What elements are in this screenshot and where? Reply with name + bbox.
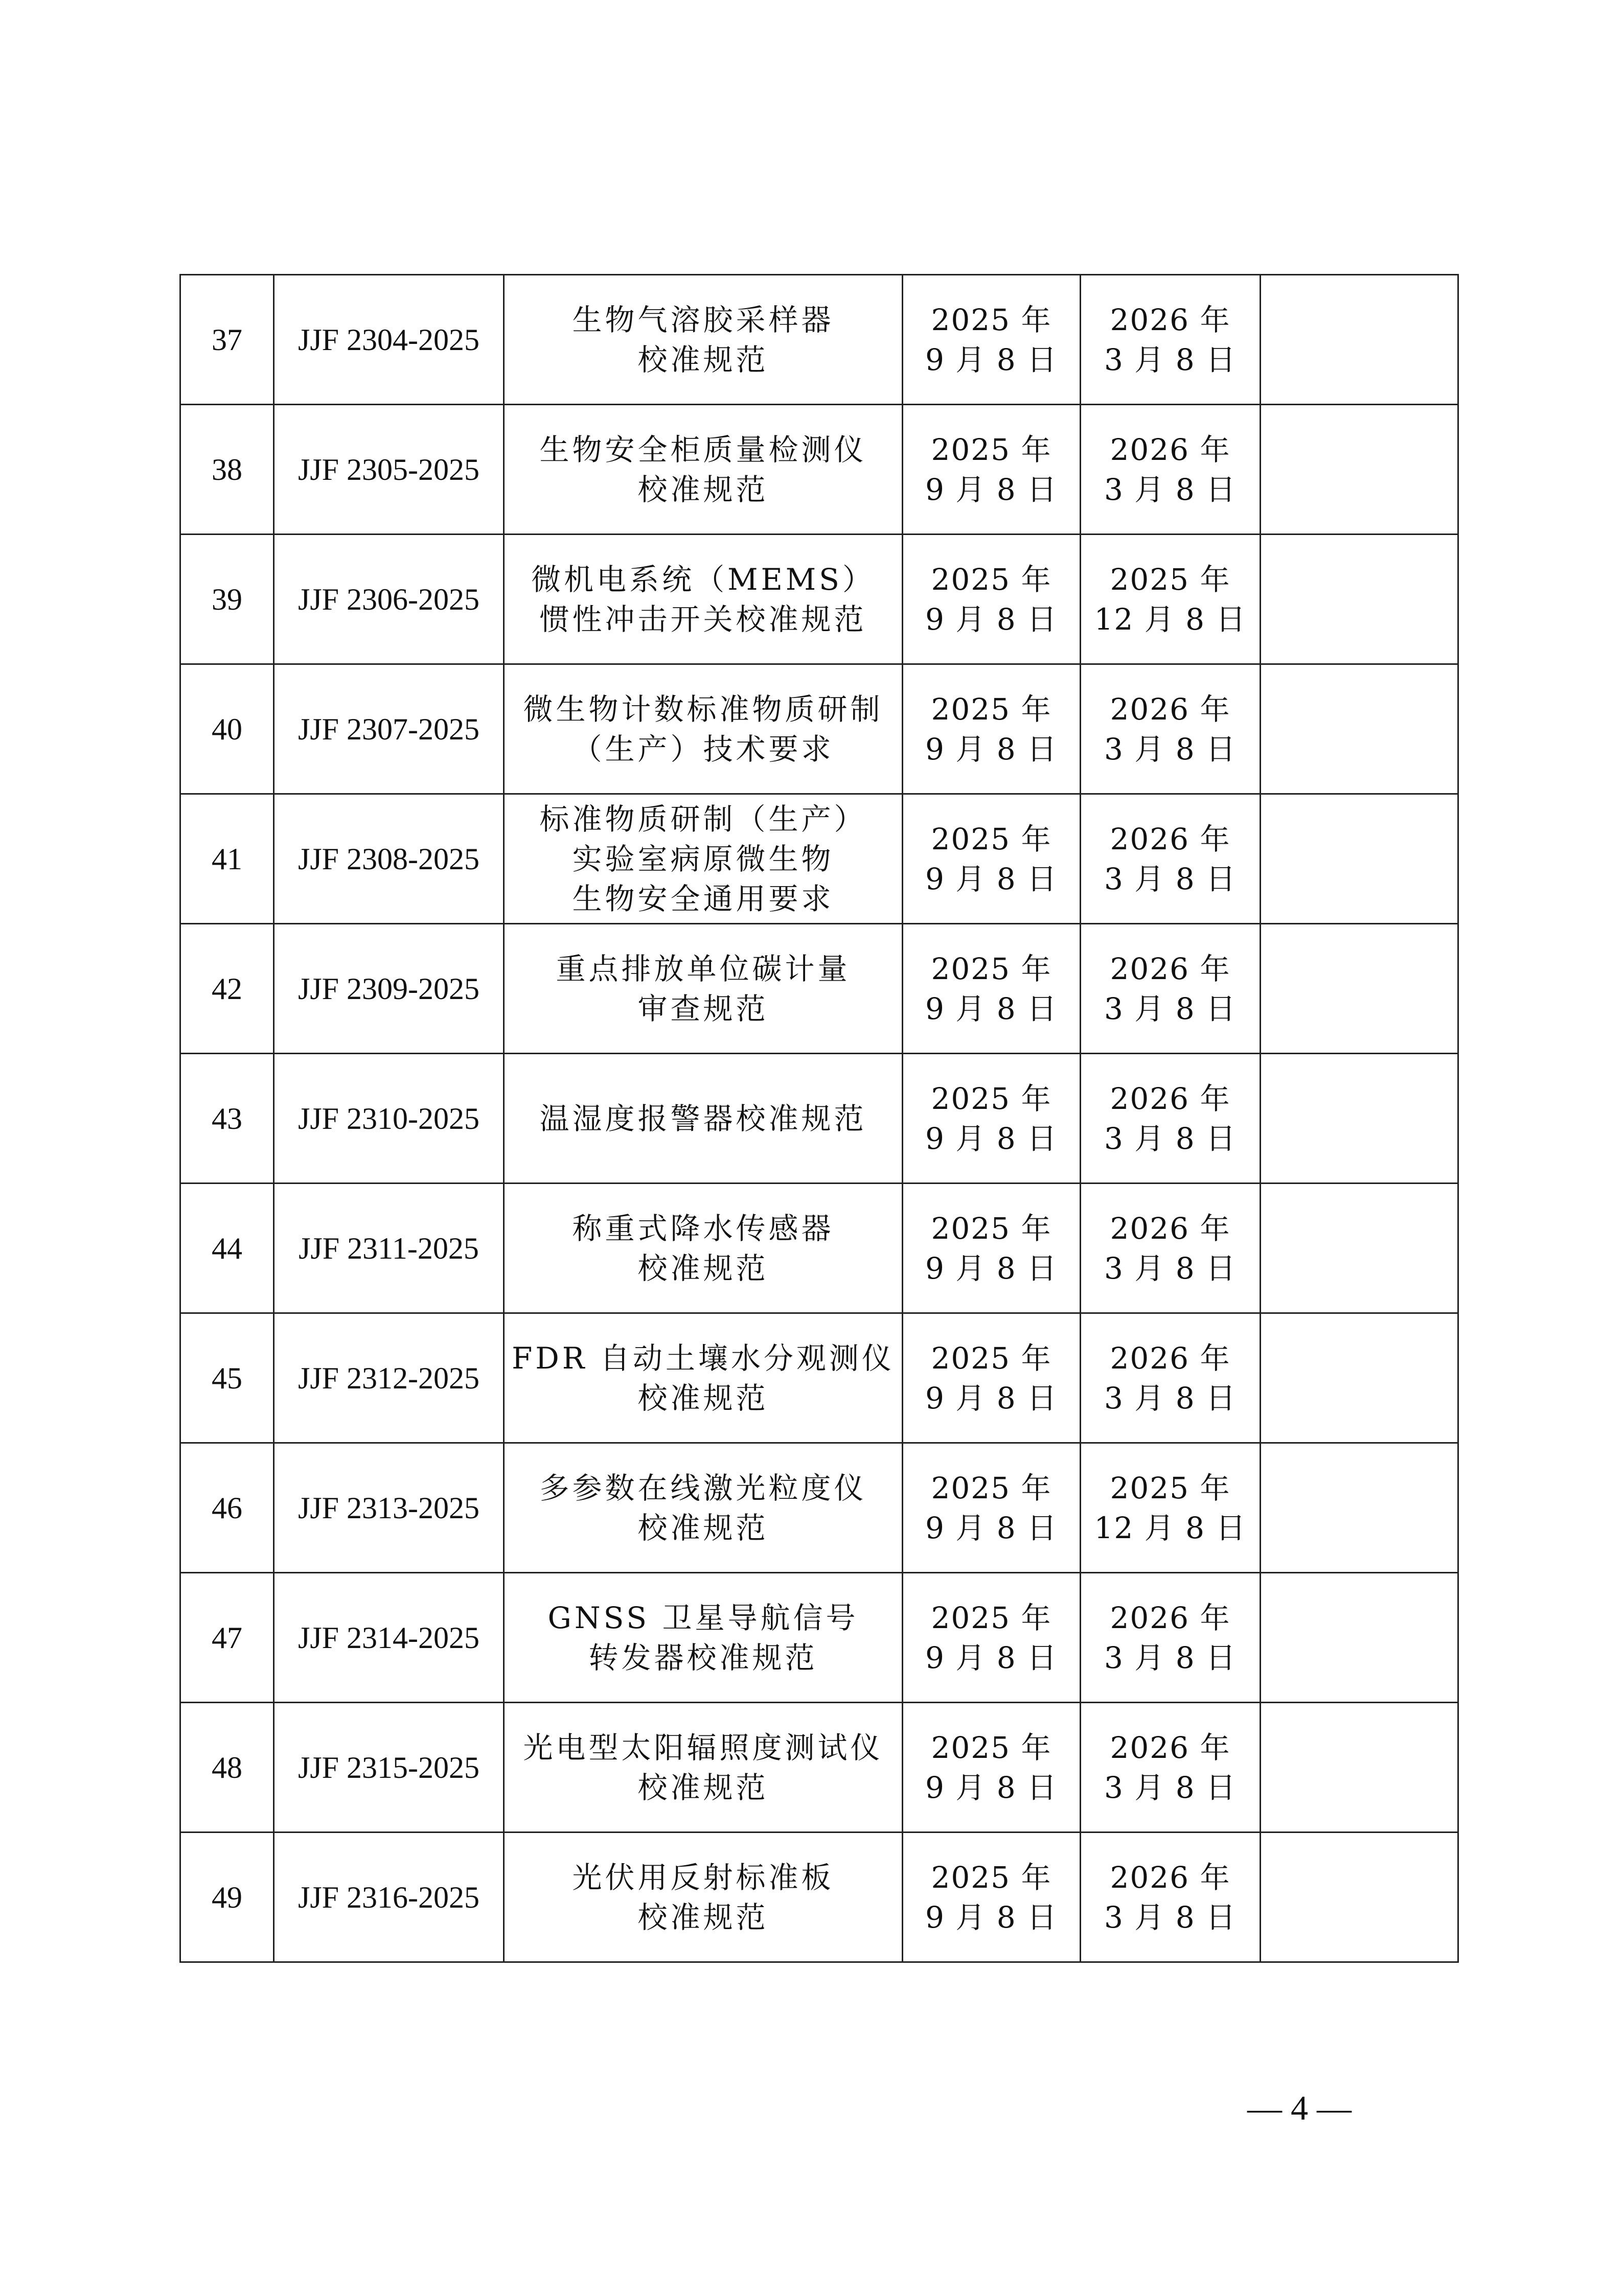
cell-line: 微机电系统（MEMS） bbox=[531, 562, 875, 597]
cell-line: 2025 年 bbox=[931, 1730, 1052, 1765]
cell-line: 校准规范 bbox=[637, 1380, 769, 1416]
cell-line: 3 月 8 日 bbox=[1104, 1899, 1237, 1935]
cell-line: 2025 年 bbox=[931, 562, 1052, 597]
effective-date-cell bbox=[1081, 794, 1261, 924]
cell-line: 12 月 8 日 bbox=[1094, 601, 1247, 637]
publish-date-cell bbox=[903, 1573, 1081, 1703]
standards-table bbox=[179, 274, 1459, 1963]
serial-number-cell: 46 bbox=[180, 1443, 274, 1573]
publish-date-cell bbox=[903, 405, 1081, 535]
cell-line: 3 月 8 日 bbox=[1104, 1250, 1237, 1286]
table-row bbox=[180, 1833, 1458, 1962]
cell-line: 2026 年 bbox=[1110, 1081, 1231, 1116]
cell-line: 惯性冲击开关校准规范 bbox=[539, 601, 867, 637]
serial-number-cell: 42 bbox=[180, 924, 274, 1054]
cell-line: 2025 年 bbox=[931, 951, 1052, 986]
standard-code-cell: JJF 2313-2025 bbox=[274, 1443, 504, 1573]
cell-line: 9 月 8 日 bbox=[925, 1899, 1058, 1935]
table-row bbox=[180, 275, 1458, 405]
note-cell bbox=[1261, 275, 1458, 405]
cell-line: （生产）技术要求 bbox=[572, 731, 834, 767]
standard-code-cell: JJF 2314-2025 bbox=[274, 1573, 504, 1703]
cell-line: 2025 年 bbox=[931, 1211, 1052, 1246]
standard-name-cell bbox=[504, 664, 903, 794]
cell-line: 2025 年 bbox=[931, 302, 1052, 337]
effective-date-cell bbox=[1081, 1184, 1261, 1313]
standard-name-cell bbox=[504, 794, 903, 924]
page-number: — 4 — bbox=[1247, 2089, 1352, 2127]
table-row bbox=[180, 1054, 1458, 1184]
table-row bbox=[180, 924, 1458, 1054]
serial-number-cell: 43 bbox=[180, 1054, 274, 1184]
cell-line: 9 月 8 日 bbox=[925, 991, 1058, 1026]
cell-line: 2026 年 bbox=[1110, 302, 1231, 337]
cell-line: 2025 年 bbox=[931, 432, 1052, 467]
publish-date-cell bbox=[903, 1184, 1081, 1313]
cell-line: 校准规范 bbox=[637, 472, 769, 507]
cell-line: 3 月 8 日 bbox=[1104, 1380, 1237, 1416]
standard-name-cell bbox=[504, 275, 903, 405]
publish-date-cell bbox=[903, 1313, 1081, 1443]
publish-date-cell bbox=[903, 275, 1081, 405]
cell-line: 2025 年 bbox=[1110, 1470, 1231, 1505]
cell-line: 3 月 8 日 bbox=[1104, 1770, 1237, 1805]
cell-line: 9 月 8 日 bbox=[925, 342, 1058, 377]
cell-line: 3 月 8 日 bbox=[1104, 472, 1237, 507]
cell-line: 光伏用反射标准板 bbox=[572, 1860, 834, 1895]
serial-number-cell: 47 bbox=[180, 1573, 274, 1703]
cell-line: 3 月 8 日 bbox=[1104, 342, 1237, 377]
standard-name-cell bbox=[504, 1054, 903, 1184]
cell-line: 微生物计数标准物质研制 bbox=[523, 691, 883, 727]
cell-line: 12 月 8 日 bbox=[1094, 1510, 1247, 1545]
cell-line: 3 月 8 日 bbox=[1104, 1640, 1237, 1675]
cell-line: 温湿度报警器校准规范 bbox=[539, 1101, 867, 1136]
cell-line: 9 月 8 日 bbox=[925, 1510, 1058, 1545]
table-body bbox=[180, 275, 1458, 1962]
cell-line: 光电型太阳辐照度测试仪 bbox=[523, 1730, 883, 1765]
cell-line: 校准规范 bbox=[637, 1250, 769, 1286]
standard-name-cell bbox=[504, 1184, 903, 1313]
serial-number-cell: 44 bbox=[180, 1184, 274, 1313]
publish-date-cell bbox=[903, 664, 1081, 794]
cell-line: 重点排放单位碳计量 bbox=[556, 951, 851, 986]
note-cell bbox=[1261, 1443, 1458, 1573]
standard-name-cell bbox=[504, 535, 903, 664]
serial-number-cell: 40 bbox=[180, 664, 274, 794]
note-cell bbox=[1261, 664, 1458, 794]
cell-line: 2026 年 bbox=[1110, 1600, 1231, 1635]
table-row bbox=[180, 794, 1458, 924]
effective-date-cell bbox=[1081, 1573, 1261, 1703]
serial-number-cell: 45 bbox=[180, 1313, 274, 1443]
serial-number-cell: 38 bbox=[180, 405, 274, 535]
cell-line: 9 月 8 日 bbox=[925, 472, 1058, 507]
standard-name-cell bbox=[504, 1833, 903, 1962]
cell-line: 3 月 8 日 bbox=[1104, 991, 1237, 1026]
table-row bbox=[180, 1703, 1458, 1833]
cell-line: 9 月 8 日 bbox=[925, 1121, 1058, 1156]
note-cell bbox=[1261, 405, 1458, 535]
cell-line: 校准规范 bbox=[637, 1770, 769, 1805]
cell-line: 2026 年 bbox=[1110, 951, 1231, 986]
cell-line: 9 月 8 日 bbox=[925, 861, 1058, 896]
cell-line: 9 月 8 日 bbox=[925, 1380, 1058, 1416]
standard-name-cell bbox=[504, 1313, 903, 1443]
table-row bbox=[180, 405, 1458, 535]
standard-code-cell: JJF 2308-2025 bbox=[274, 794, 504, 924]
serial-number-cell: 48 bbox=[180, 1703, 274, 1833]
effective-date-cell bbox=[1081, 924, 1261, 1054]
effective-date-cell bbox=[1081, 1703, 1261, 1833]
cell-line: 3 月 8 日 bbox=[1104, 1121, 1237, 1156]
cell-line: FDR 自动土壤水分观测仪 bbox=[512, 1340, 895, 1376]
note-cell bbox=[1261, 924, 1458, 1054]
standard-name-cell bbox=[504, 405, 903, 535]
standard-name-cell bbox=[504, 1573, 903, 1703]
cell-line: 实验室病原微生物 bbox=[572, 841, 834, 876]
effective-date-cell bbox=[1081, 275, 1261, 405]
note-cell bbox=[1261, 1054, 1458, 1184]
note-cell bbox=[1261, 794, 1458, 924]
publish-date-cell bbox=[903, 1703, 1081, 1833]
cell-line: 生物安全柜质量检测仪 bbox=[539, 432, 867, 467]
cell-line: 2025 年 bbox=[931, 1600, 1052, 1635]
note-cell bbox=[1261, 1703, 1458, 1833]
cell-line: 校准规范 bbox=[637, 1899, 769, 1935]
standard-code-cell: JJF 2311-2025 bbox=[274, 1184, 504, 1313]
cell-line: 标准物质研制（生产） bbox=[539, 801, 867, 837]
publish-date-cell bbox=[903, 535, 1081, 664]
cell-line: 2026 年 bbox=[1110, 1860, 1231, 1895]
effective-date-cell bbox=[1081, 535, 1261, 664]
effective-date-cell bbox=[1081, 1833, 1261, 1962]
cell-line: 转发器校准规范 bbox=[588, 1640, 818, 1675]
cell-line: 校准规范 bbox=[637, 342, 769, 377]
standard-code-cell: JJF 2304-2025 bbox=[274, 275, 504, 405]
cell-line: 9 月 8 日 bbox=[925, 731, 1058, 767]
cell-line: 9 月 8 日 bbox=[925, 601, 1058, 637]
table-row bbox=[180, 1313, 1458, 1443]
standard-code-cell: JJF 2312-2025 bbox=[274, 1313, 504, 1443]
cell-line: 2025 年 bbox=[931, 1860, 1052, 1895]
note-cell bbox=[1261, 1313, 1458, 1443]
cell-line: 2025 年 bbox=[931, 1081, 1052, 1116]
table-row bbox=[180, 1573, 1458, 1703]
standard-code-cell: JJF 2309-2025 bbox=[274, 924, 504, 1054]
cell-line: 称重式降水传感器 bbox=[572, 1211, 834, 1246]
publish-date-cell bbox=[903, 1054, 1081, 1184]
standard-code-cell: JJF 2315-2025 bbox=[274, 1703, 504, 1833]
cell-line: 审查规范 bbox=[637, 991, 769, 1026]
cell-line: 2025 年 bbox=[931, 1470, 1052, 1505]
cell-line: 2025 年 bbox=[1110, 562, 1231, 597]
cell-line: 2025 年 bbox=[931, 1340, 1052, 1376]
standard-code-cell: JJF 2306-2025 bbox=[274, 535, 504, 664]
table-row bbox=[180, 664, 1458, 794]
standard-name-cell bbox=[504, 1703, 903, 1833]
note-cell bbox=[1261, 535, 1458, 664]
cell-line: 2026 年 bbox=[1110, 1211, 1231, 1246]
cell-line: 2026 年 bbox=[1110, 1730, 1231, 1765]
cell-line: 2026 年 bbox=[1110, 432, 1231, 467]
note-cell bbox=[1261, 1184, 1458, 1313]
cell-line: 2026 年 bbox=[1110, 821, 1231, 856]
cell-line: 2026 年 bbox=[1110, 1340, 1231, 1376]
cell-line: 多参数在线激光粒度仪 bbox=[539, 1470, 867, 1505]
standard-name-cell bbox=[504, 1443, 903, 1573]
publish-date-cell bbox=[903, 1443, 1081, 1573]
effective-date-cell bbox=[1081, 1313, 1261, 1443]
cell-line: 生物安全通用要求 bbox=[572, 881, 834, 916]
serial-number-cell: 41 bbox=[180, 794, 274, 924]
publish-date-cell bbox=[903, 794, 1081, 924]
effective-date-cell bbox=[1081, 1443, 1261, 1573]
cell-line: 2026 年 bbox=[1110, 691, 1231, 727]
effective-date-cell bbox=[1081, 664, 1261, 794]
serial-number-cell: 49 bbox=[180, 1833, 274, 1962]
effective-date-cell bbox=[1081, 405, 1261, 535]
standard-code-cell: JJF 2310-2025 bbox=[274, 1054, 504, 1184]
cell-line: GNSS 卫星导航信号 bbox=[547, 1600, 859, 1635]
table-row bbox=[180, 1184, 1458, 1313]
publish-date-cell bbox=[903, 924, 1081, 1054]
cell-line: 9 月 8 日 bbox=[925, 1770, 1058, 1805]
cell-line: 3 月 8 日 bbox=[1104, 731, 1237, 767]
cell-line: 校准规范 bbox=[637, 1510, 769, 1545]
standard-code-cell: JJF 2305-2025 bbox=[274, 405, 504, 535]
standard-code-cell: JJF 2307-2025 bbox=[274, 664, 504, 794]
cell-line: 9 月 8 日 bbox=[925, 1640, 1058, 1675]
cell-line: 3 月 8 日 bbox=[1104, 861, 1237, 896]
cell-line: 9 月 8 日 bbox=[925, 1250, 1058, 1286]
serial-number-cell: 39 bbox=[180, 535, 274, 664]
cell-line: 生物气溶胶采样器 bbox=[572, 302, 834, 337]
standard-name-cell bbox=[504, 924, 903, 1054]
serial-number-cell: 37 bbox=[180, 275, 274, 405]
table-row bbox=[180, 535, 1458, 664]
note-cell bbox=[1261, 1573, 1458, 1703]
note-cell bbox=[1261, 1833, 1458, 1962]
cell-line: 2025 年 bbox=[931, 691, 1052, 727]
cell-line: 2025 年 bbox=[931, 821, 1052, 856]
standard-code-cell: JJF 2316-2025 bbox=[274, 1833, 504, 1962]
publish-date-cell bbox=[903, 1833, 1081, 1962]
effective-date-cell bbox=[1081, 1054, 1261, 1184]
table-row bbox=[180, 1443, 1458, 1573]
